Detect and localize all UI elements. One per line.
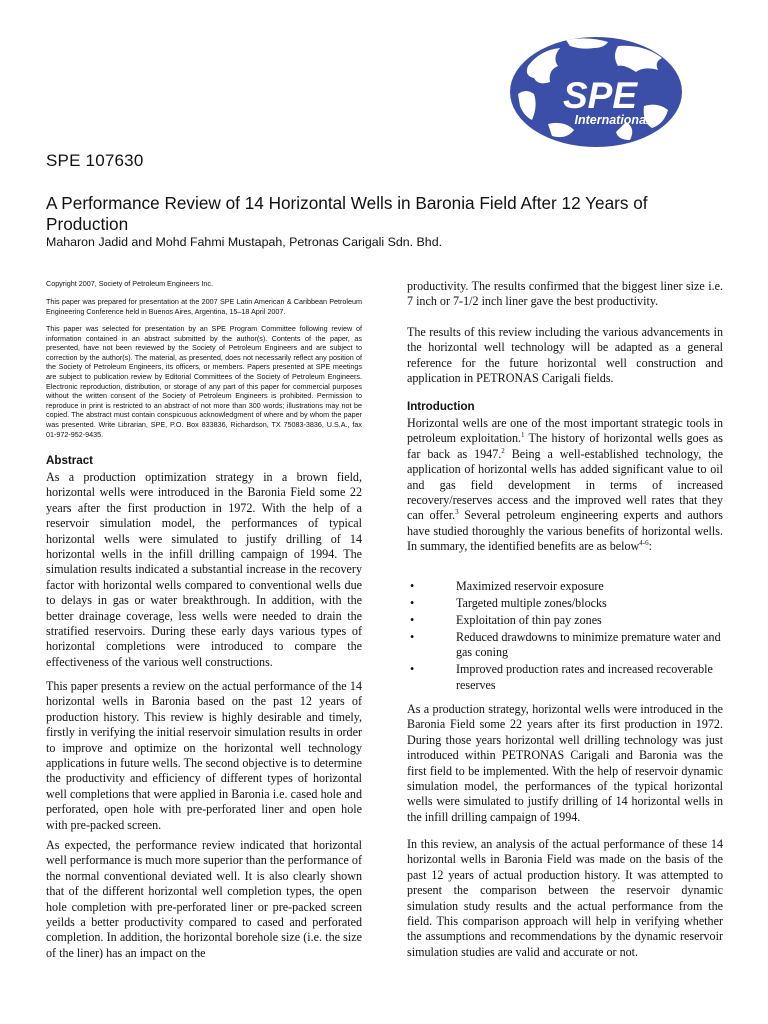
list-item: • Maximized reservoir exposure [410, 579, 604, 593]
authors: Maharon Jadid and Mohd Fahmi Mustapah, Petronas Carigali Sdn. Bhd. [46, 235, 443, 249]
presentation-notice: This paper was prepared for presentation at the 2007 SPE Latin American & Caribbean Petroleum Engineering Conference held in Buenos Aires, Argentina, 15–18 April 2007. [46, 297, 362, 316]
logo-text-spe: SPE [562, 75, 638, 116]
copyright-notice: Copyright 2007, Society of Petroleum Engineers Inc. [46, 279, 214, 288]
list-item: • Exploitation of thin pay zones [410, 613, 602, 627]
citation-3: 3 [455, 508, 459, 517]
selection-notice: This paper was selected for presentation by an SPE Program Committee following review of information contained in an abstract submitted by the author(s). Contents of the paper, as presented, have not been reviewed by the Society of Petroleum Engineers and are subject to correction by the author(s). The material, as presented, does not necessarily reflect any position of the Society of Petroleum Engineers, its officers, or members. Papers presented at SPE meetings are subject to publication review by Editorial Committees of the Society of Petroleum Engineers. Electronic reproduction, distribution, or storage of any part of this paper for commercial purposes without the written consent of the Society of Petroleum Engineers is prohibited. Permission to reproduce in print is restricted to an abstract of not more than 300 words; illustrations may not be copied. The abstract must contain conspicuous acknowledgment of where and by whom the paper was presented. Write Librarian, SPE, P.O. Box 833836, Richardson, TX 75083-3836, U.S.A., fax 01-972-952-9435. [46, 324, 362, 439]
citation-4-6: 4-6 [639, 539, 649, 548]
abstract-paragraph-3: As expected, the performance review indicated that horizontal well performance is much more superior than the performance of the normal conventional deviated well. It is also clearly shown that of the different horizontal well completion types, the open hole completion with pre-perforated liner or pre-packed screen yeilds a better productivity compared to cased and perforated completion. In addition, the horizontal borehole size (i.e. the size of the liner) has an impact on the [46, 838, 362, 960]
introduction-heading: Introduction [407, 400, 475, 413]
introduction-paragraph-2: As a production strategy, horizontal wells were introduced in the Baronia Field some 22 years after its first production in 1972. During those years horizontal well drilling technology was just introduced within PETRONAS Carigali and Baronia was the first field to be implemented. With the help of reservoir dynamic simulation model, the performances of the typical horizontal wells were simulated to justify drilling of 14 horizontal wells in the infill drilling campaign of 1994. [407, 702, 723, 824]
logo-text-international: International [574, 113, 650, 127]
bullet-icon: • [410, 613, 415, 627]
spe-international-logo [508, 36, 684, 148]
abstract-paragraph-3-continued: productivity. The results confirmed that the biggest liner size i.e. 7 inch or 7-1/2 inch liner gave the best productivity. [407, 279, 723, 309]
introduction-paragraph-1: Horizontal wells are one of the most important strategic tools in petroleum exploitation.$^1$ The history of horizontal wells goes as far back as 1947.$^2$ Being a well-established technology, the application of horizontal wells has added significant value to oil and gas field development in terms of increased recovery/reserves access and the improved well rates that they can offer.$^3$ Several petroleum engineering experts and authors have studied thoroughly the various benefits of horizontal wells. In summary, the identified benefits are as below$^{4-6}$: [407, 416, 723, 554]
bullet-icon: • [410, 630, 415, 644]
bullet-icon: • [410, 596, 415, 610]
paper-title: A Performance Review of 14 Horizontal Wells in Baronia Field After 12 Years of Production [46, 193, 648, 234]
citation-1: 1 [521, 431, 525, 440]
list-item: • Targeted multiple zones/blocks [410, 596, 607, 610]
paper-number: SPE 107630 [46, 151, 144, 170]
citation-2: 2 [501, 446, 505, 455]
list-item: • Reduced drawdowns to minimize premature water and gas coning [410, 630, 721, 660]
bullet-icon: • [410, 579, 415, 593]
globe-logo-icon [508, 36, 684, 148]
list-item: • Improved production rates and increased recoverable reserves [410, 662, 713, 692]
introduction-paragraph-3: In this review, an analysis of the actual performance of these 14 horizontal wells in Baronia Field was made on the basis of the past 12 years of actual production history. It was attempted to present the comparison between the reservoir dynamic simulation study results and the actual performance from the field. This comparison approach will help in verifying whether the assumptions and recommendations by the dynamic reservoir simulation studies are valid and accurate or not. [407, 837, 723, 959]
abstract-paragraph-4: The results of this review including the various advancements in the horizontal well technology will be adapted as a general reference for the future horizontal well construction and application in PETRONAS Carigali fields. [407, 325, 723, 386]
bullet-icon: • [410, 662, 415, 677]
abstract-paragraph-2: This paper presents a review on the actual performance of the 14 horizontal wells in Baronia based on the past 12 years of production history. This review is highly desirable and timely, firstly in verifying the initial reservoir simulation results in order to improve and optimize on the horizontal well technology applications in future wells. The second objective is to determine the productivity and efficiency of different types of horizontal well completions that were applied in Baronia i.e. cased hole and perforated, open hole with pre-perforated liner and open hole with pre-packed screen. [46, 679, 362, 832]
abstract-paragraph-1: As a production optimization strategy in a brown field, horizontal wells were introduced in the Baronia Field some 22 years after the first production in 1972. With the help of a reservoir simulation model, the performances of typical horizontal wells were simulated to justify drilling of 14 horizontal wells in the infill drilling campaign of 1994. The simulation results indicated a substantial increase in the recovery factor with horizontal wells compared to conventional wells due to delays in gas or water breakthrough. In addition, with the better drainage coverage, less wells were needed to drain the stratified reservoirs. During these early days various types of horizontal completions were introduced to compare the effectiveness of the various well constructions. [46, 470, 362, 669]
abstract-heading: Abstract [46, 454, 94, 467]
benefits-list [407, 579, 723, 695]
